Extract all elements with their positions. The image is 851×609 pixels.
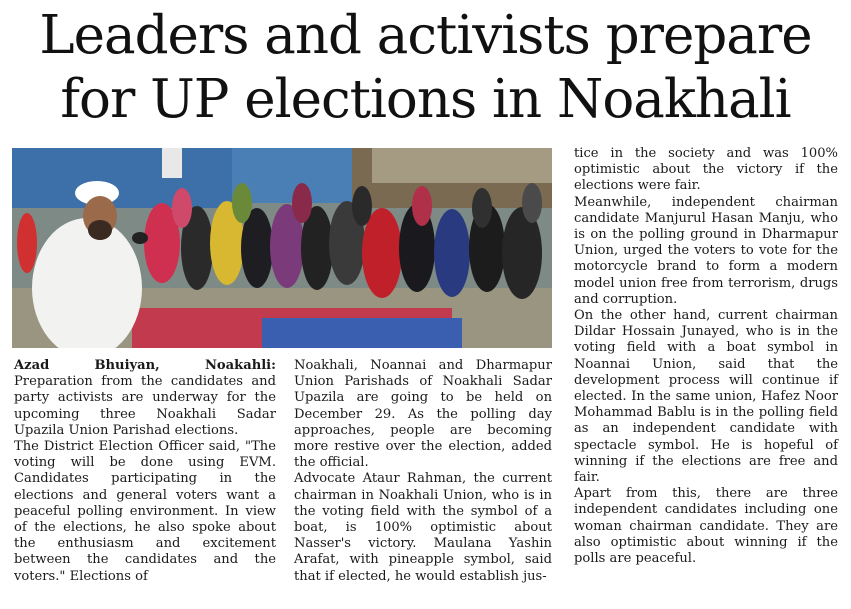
article-column-2: [294, 358, 552, 585]
byline: Azad Bhuiyan, Noakahli:: [14, 358, 276, 373]
paragraph: tice in the society and was 100% optimistic about the victory if the elections were fair.: [574, 146, 838, 194]
paragraph: Noakhali, Noannai and Dharmapur Union Parishads of Noakhali Sadar Upazila are going to be held on December 29. As the polling day approaches, people are becoming more restive over the election, added the official.: [294, 358, 552, 471]
paragraph: Advocate Ataur Rahman, the current chairman in Noakhali Union, who is in the voting field with the symbol of a boat, is 100% optimistic about Nasser's victory. Maulana Yashin Arafat, with pineapple symbol, said that if elected, he would establish jus-: [294, 471, 552, 584]
headline-line-1: Leaders and activists prepare: [39, 5, 812, 66]
article-column-1: [14, 358, 276, 585]
paragraph: On the other hand, current chairman Dildar Hossain Junayed, who is in the voting field with a boat symbol in Noannai Union, said that the development process will continue if elected. In the same union, Hafez Noor Mohammad Bablu is in the polling field as an independent candidate with spectacle symbol. He is hopeful of winning if the elections are free and fair.: [574, 308, 838, 486]
headline: [0, 4, 851, 132]
paragraph: [14, 358, 276, 439]
paragraph: Meanwhile, independent chairman candidate Manjurul Hasan Manju, who is on the polling ground in Dharmapur Union, urged the voters to vote for the motorcycle brand to form a modern model union free from terrorism, drugs and corruption.: [574, 194, 838, 307]
article-column-3: [574, 146, 838, 567]
paragraph: The District Election Officer said, "The voting will be done using EVM. Candidates participating in the elections and general voters want a peaceful polling environment. In view of the elections, he also spoke about the enthusiasm and excitement between the candidates and the voters." Elections of: [14, 439, 276, 584]
paragraph-text: Preparation from the candidates and party activists are underway for the upcoming three Noakhali Sadar Upazila Union Parishad elections.: [14, 374, 276, 438]
news-photo: [12, 148, 552, 348]
headline-line-2: for UP elections in Noakhali: [60, 69, 791, 130]
paragraph: Apart from this, there are three independent candidates including one woman chairman candidate. They are also optimistic about winning if the polls are peaceful.: [574, 486, 838, 567]
photo-illustration: [12, 148, 552, 348]
